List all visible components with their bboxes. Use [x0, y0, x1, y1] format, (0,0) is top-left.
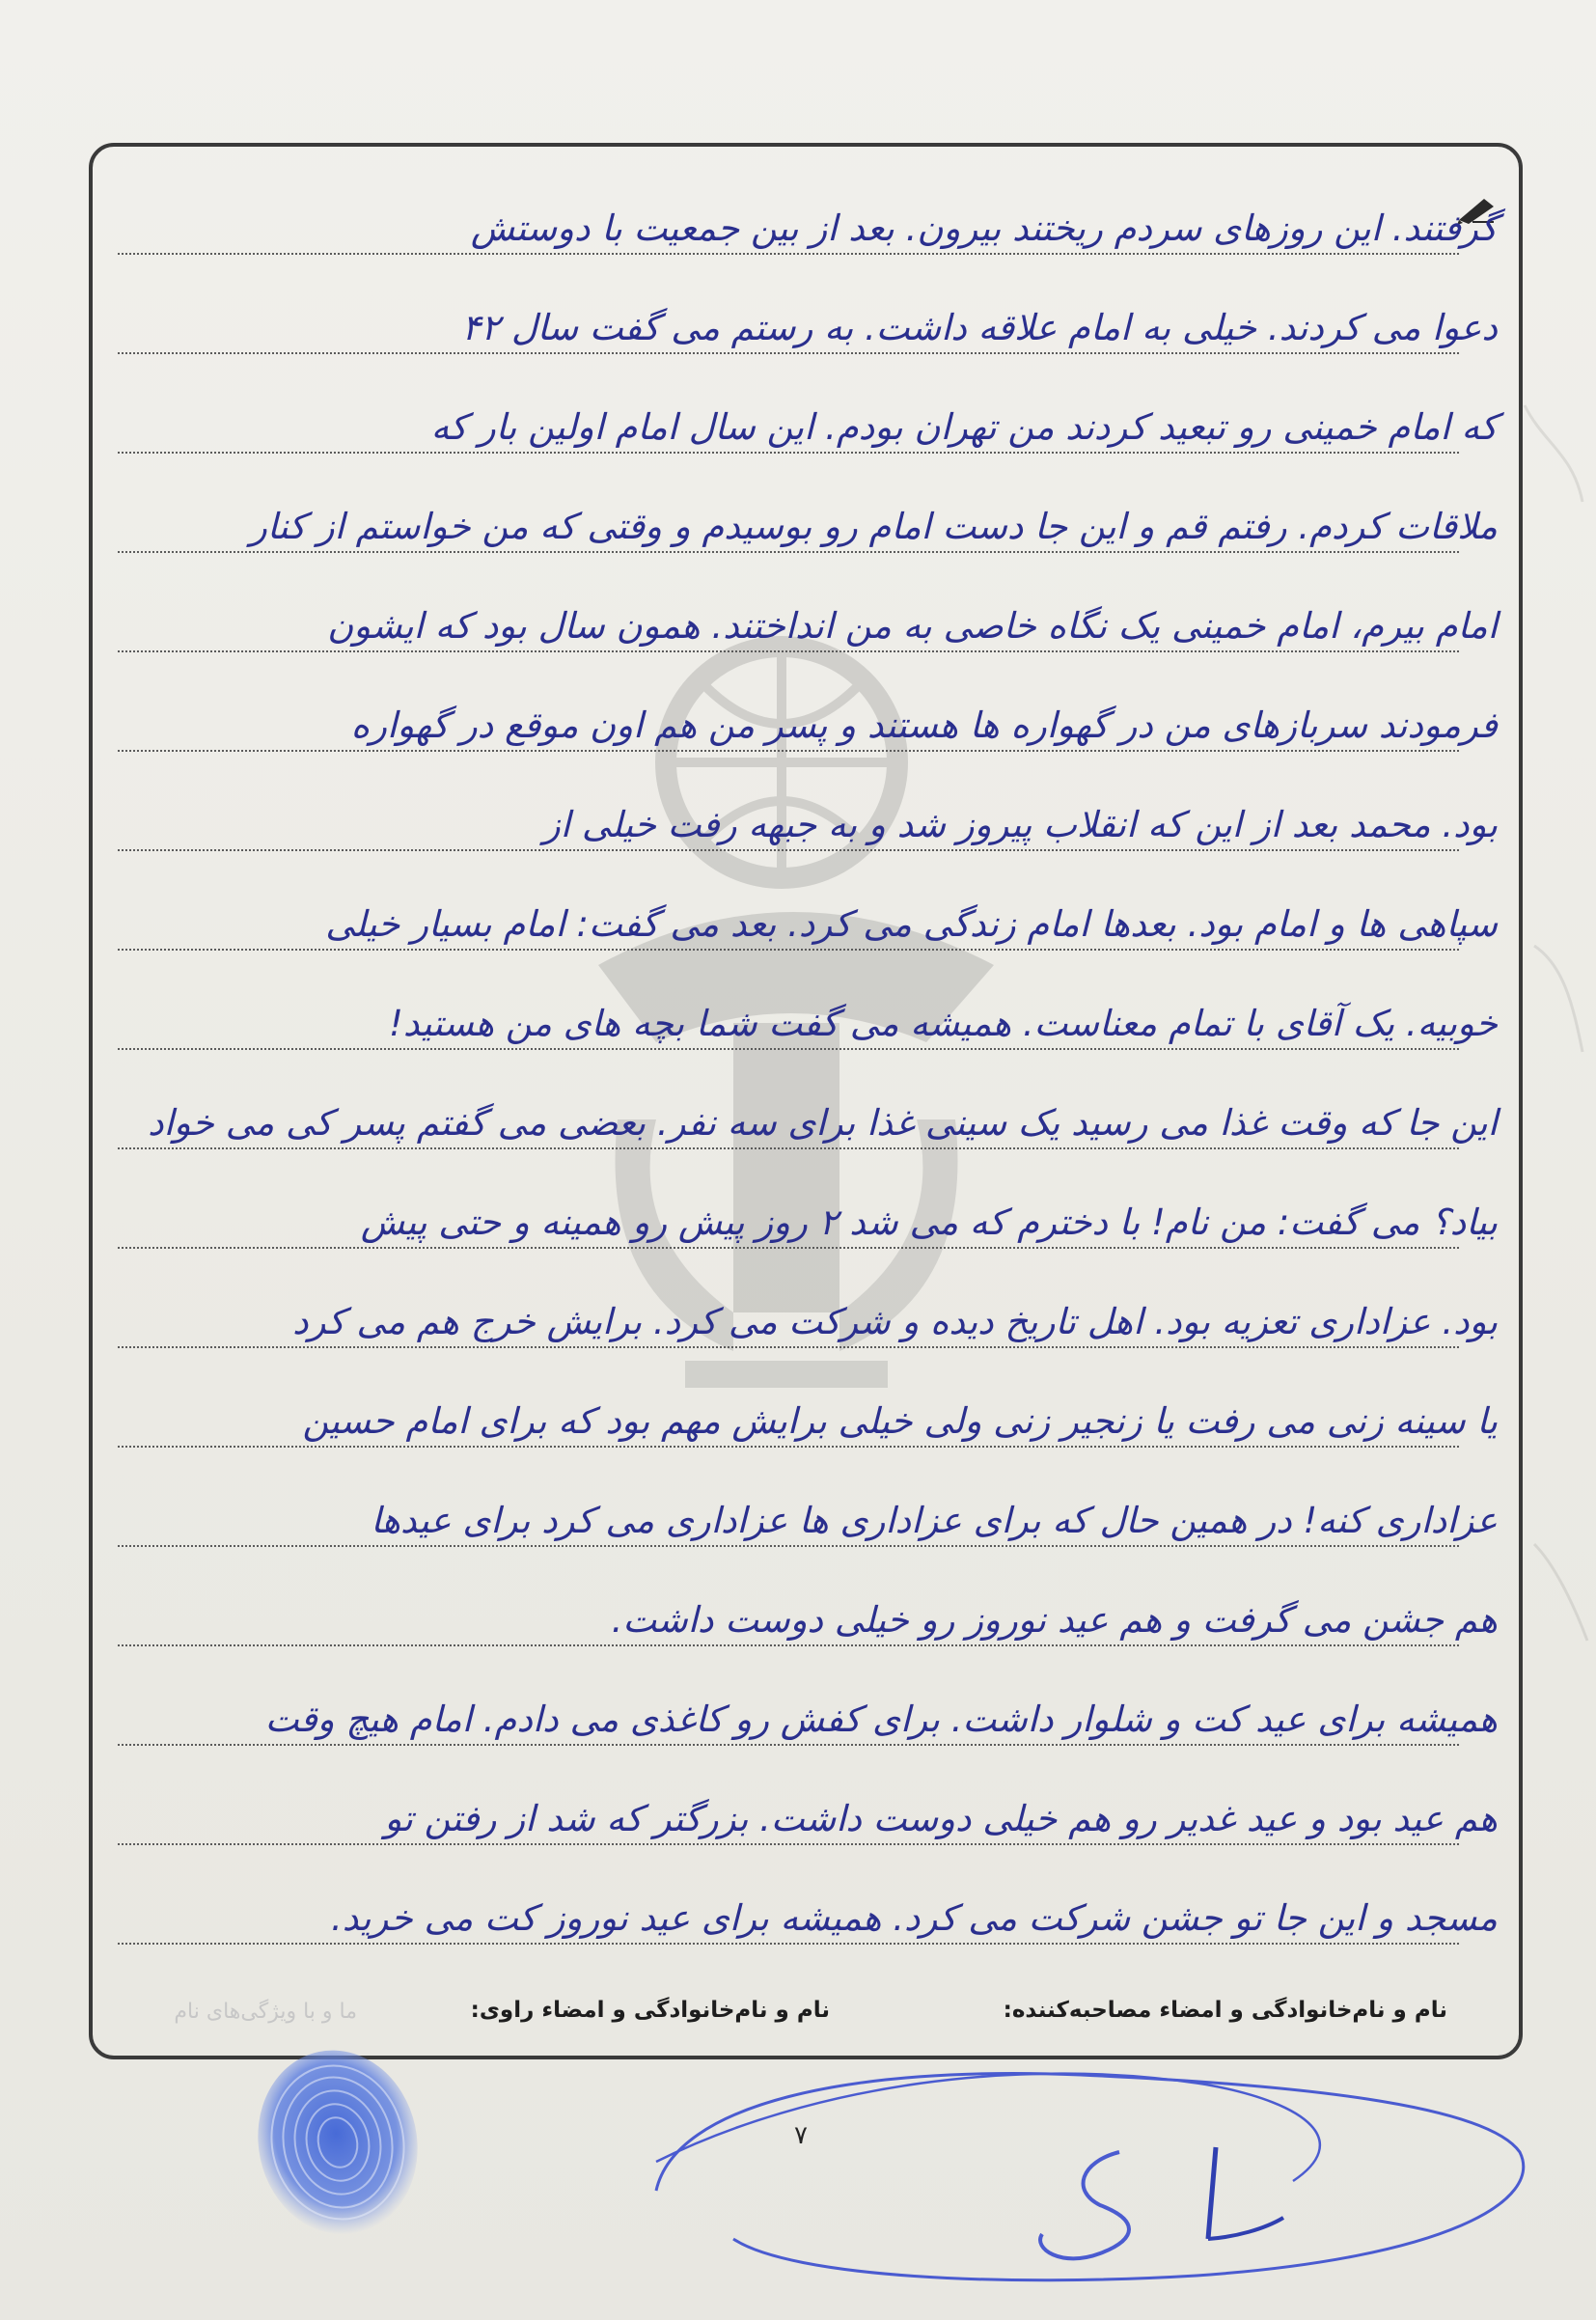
handwritten-line [108, 1158, 1498, 1258]
handwritten-lines [108, 164, 1498, 1959]
line-text: همیشه برای عید کت و شلوار داشت. برای کفش رو کاغذی می دادم. امام هیچ وقت [264, 1699, 1498, 1740]
interviewer-signature-label: نام و نام‌خانوادگی و امضاء مصاحبه‌کننده: [1003, 1998, 1447, 2023]
handwritten-line [108, 462, 1498, 563]
handwritten-line [108, 1556, 1498, 1656]
faded-label-bleed: ما و با ویژگی‌های نام [174, 2000, 357, 2024]
handwritten-line [108, 959, 1498, 1060]
page-number: ۷ [794, 2121, 808, 2150]
line-text: گرفتند. این روزهای سردم ریختند بیرون. بعد از بین جمعیت با دوستش [470, 207, 1498, 249]
line-text: این جا که وقت غذا می رسید یک سینی غذا برای سه نفر. بعضی می گفتم پسر کی می خواد [148, 1102, 1498, 1144]
line-text: که امام خمینی رو تبعید کردند من تهران بودم. این سال امام اولین بار که [430, 406, 1498, 448]
line-text: عزاداری کنه! در همین حال که برای عزاداری ها عزاداری می کرد برای عیدها [371, 1500, 1498, 1541]
handwritten-line [108, 263, 1498, 364]
handwritten-line [108, 1357, 1498, 1457]
line-text: هم جشن می گرفت و هم عید نوروز رو خیلی دوست داشت. [611, 1599, 1498, 1641]
line-text: ملاقات کردم. رفتم قم و این جا دست امام رو بوسیدم و وقتی که من خواستم از کنار [250, 506, 1498, 547]
line-text: امام بیرم، امام خمینی یک نگاه خاصی به من انداختند. همون سال بود که ایشون [327, 605, 1498, 647]
handwritten-line [108, 1456, 1498, 1557]
handwritten-line [108, 1854, 1498, 1954]
line-text: یا سینه زنی می رفت یا زنجیر زنی ولی خیلی برایش مهم بود که برای امام حسین [302, 1400, 1498, 1442]
line-text: خوبیه. یک آقای با تمام معناست. همیشه می گفت شما بچه های من هستید! [389, 1003, 1498, 1044]
handwritten-line [108, 562, 1498, 662]
line-text: مسجد و این جا تو جشن شرکت می کرد. همیشه برای عید نوروز کت می خرید. [331, 1897, 1498, 1939]
narrator-signature-label: نام و نام‌خانوادگی و امضاء راوی: [470, 1998, 830, 2023]
line-text: دعوا می کردند. خیلی به امام علاقه داشت. به رستم می گفت سال ۴۲ [461, 307, 1498, 348]
handwritten-line [108, 1059, 1498, 1159]
line-text: بیاد؟ می گفت: من نام! با دخترم که می شد ۲ روز پیش رو همینه و حتی پیش [360, 1201, 1498, 1243]
line-text: سپاهی ها و امام بود. بعدها امام زندگی می کرد. بعد می گفت: امام بسیار خیلی [325, 903, 1498, 945]
fingerprint-mark [241, 2036, 444, 2239]
handwritten-line [108, 1754, 1498, 1855]
handwritten-line [108, 1257, 1498, 1358]
handwritten-line [108, 164, 1498, 264]
handwritten-line [108, 661, 1498, 761]
line-text: بود. محمد بعد از این که انقلاب پیروز شد و به جبهه رفت خیلی از [542, 804, 1498, 845]
line-text: فرمودند سربازهای من در گهواره ها هستند و پسر من هم اون موقع در گهواره [350, 704, 1498, 746]
handwritten-signature [618, 2046, 1544, 2297]
handwritten-line [108, 363, 1498, 463]
handwritten-line [108, 760, 1498, 861]
line-text: هم عید بود و عید غدیر رو هم خیلی دوست داشت. بزرگتر که شد از رفتن تو [384, 1798, 1498, 1839]
line-text: بود. عزاداری تعزیه بود. اهل تاریخ دیده و شرکت می کرد. برایش خرج هم می کرد [292, 1301, 1498, 1342]
handwritten-line [108, 1655, 1498, 1755]
handwritten-line [108, 860, 1498, 960]
